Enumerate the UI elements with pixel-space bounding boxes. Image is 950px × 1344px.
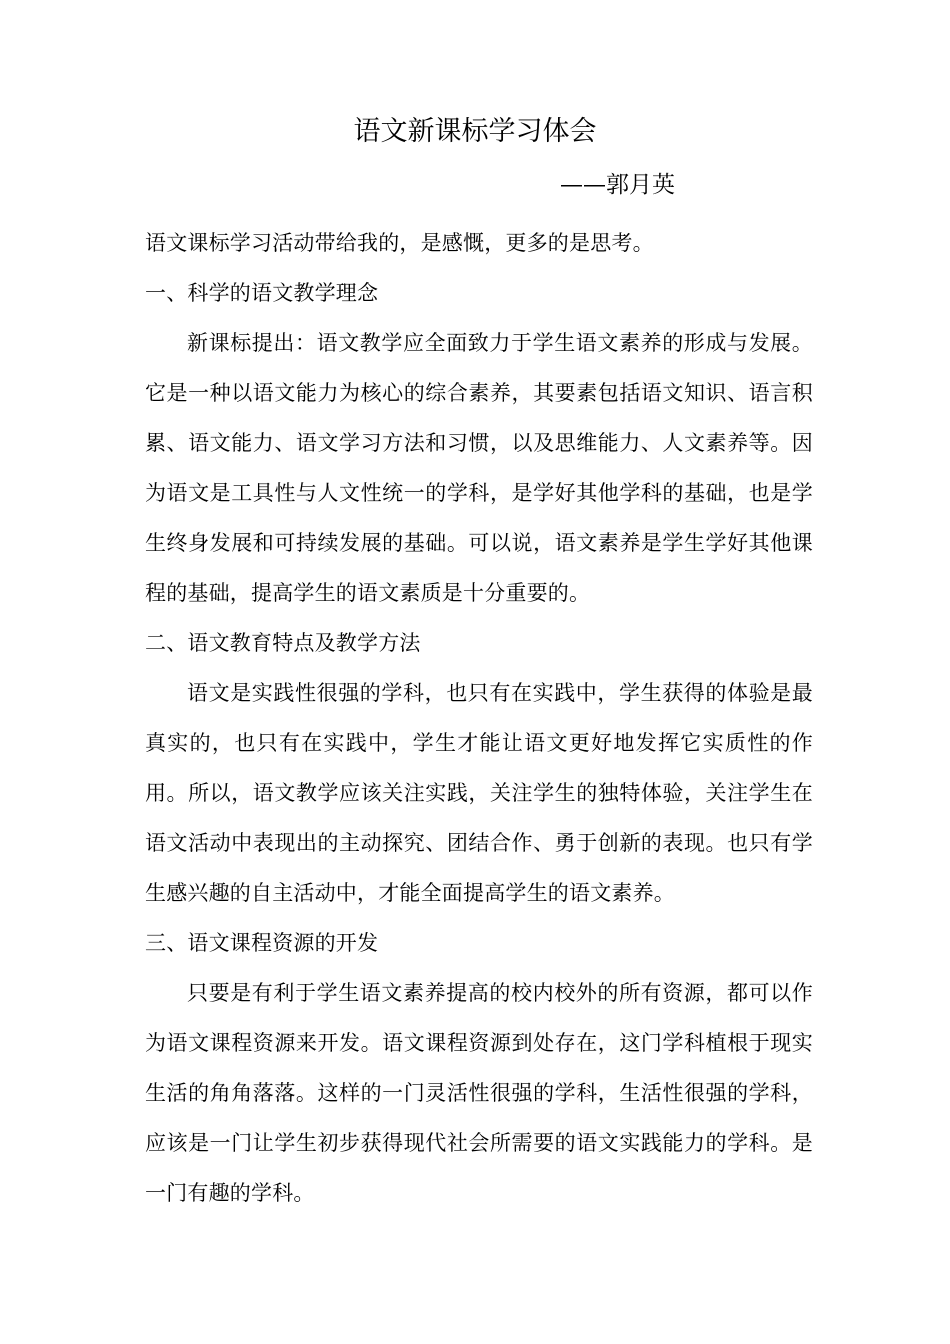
section-paragraph: 新课标提出：语文教学应全面致力于学生语文素养的形成与发展。它是一种以语文能力为核心的综合素养，其要素包括语文知识、语言积累、语文能力、语文学习方法和习惯，以及思维能力、人文素养等。因为语文是工具性与人文性统一的学科，是学好其他学科的基础，也是学生终身发展和可持续发展的基础。可以说，语文素养是学生学好其他课程的基础，提高学生的语文素质是十分重要的。 [145,331,813,605]
section-paragraph: 语文是实践性很强的学科，也只有在实践中，学生获得的体验是最真实的，也只有在实践中，学生才能让语文更好地发挥它实质性的作用。所以，语文教学应该关注实践，关注学生的独特体验，关注学生在语文活动中表现出的主动探究、团结合作、勇于创新的表现。也只有学生感兴趣的自主活动中，才能全面提高学生的语文素养。 [145,681,813,905]
section-heading: 二、语文教育特点及教学方法 [145,631,421,655]
section-paragraph: 只要是有利于学生语文素养提高的校内校外的所有资源，都可以作为语文课程资源来开发。语文课程资源到处存在，这门学科植根于现实生活的角角落落。这样的一门灵活性很强的学科，生活性很强的学科，应该是一门让学生初步获得现代社会所需要的语文实践能力的学科。是一门有趣的学科。 [145,981,813,1205]
intro-paragraph: 语文课标学习活动带给我的，是感慨，更多的是思考。 [145,231,654,255]
document-title: 语文新课标学习体会 [353,116,597,147]
section-heading: 三、语文课程资源的开发 [145,931,379,955]
author-line: ——郭月英 [560,172,675,198]
section-heading: 一、科学的语文教学理念 [145,281,379,305]
document-body [145,218,813,1218]
